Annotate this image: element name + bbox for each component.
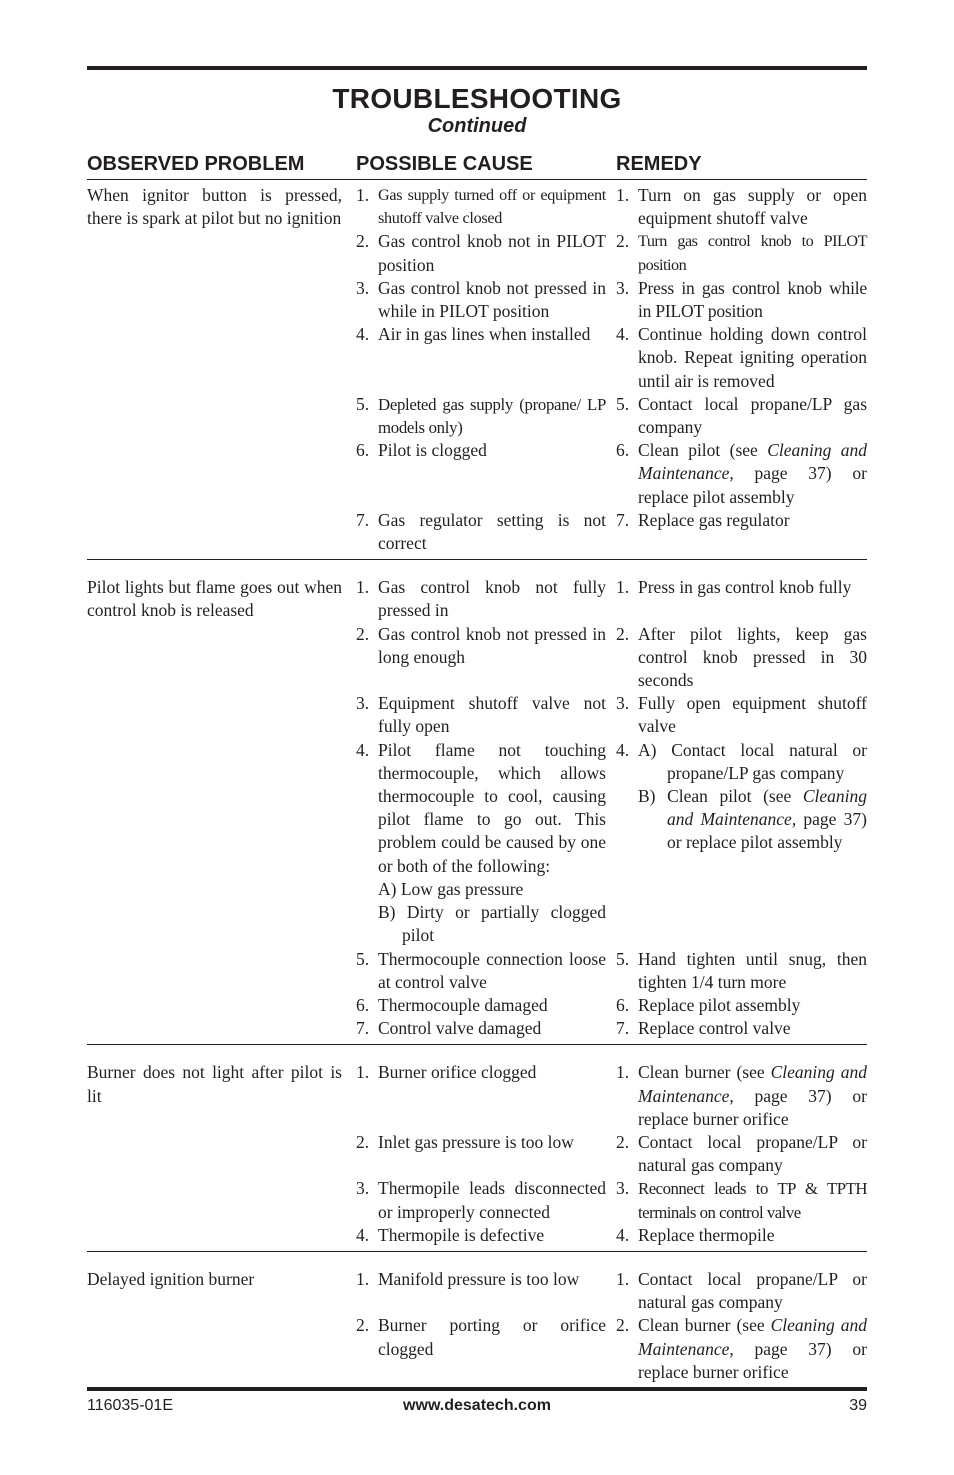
cause-text: Manifold pressure is too low (378, 1268, 580, 1289)
cause-text: Burner porting or orifice clogged (378, 1315, 606, 1359)
cause-text: Gas control knob not pressed in while in PILOT position (378, 277, 606, 322)
cause-text: Thermocouple damaged (378, 994, 548, 1015)
remedy-number: 2. (616, 1131, 630, 1152)
table-row (87, 994, 867, 1017)
cause-number: 3. (356, 277, 370, 298)
remedy-text: Replace thermopile (638, 1224, 775, 1245)
observed-problem: When ignitor button is pressed, there is spark at pilot but no ignition (87, 185, 342, 229)
table-row (87, 739, 867, 948)
remedy-number: 3. (616, 1178, 630, 1199)
cause-text: Burner orifice clogged (378, 1062, 537, 1083)
remedy-text: Clean burner (see Cleaning and Maintenance, page 37) or replace burner orifice (638, 1315, 867, 1382)
remedy-number: 6. (616, 440, 630, 461)
cause-text: Thermopile leads disconnected or improperly connected (378, 1178, 606, 1222)
cause-text: Control valve damaged (378, 1018, 542, 1039)
cause-text: Depleted gas supply (propane/ LP models only) (378, 394, 606, 438)
website-link[interactable]: www.desatech.com (403, 1397, 551, 1414)
table-row (87, 1131, 867, 1177)
troubleshooting-section (87, 1045, 867, 1252)
cause-number: 2. (356, 1315, 370, 1336)
observed-problem: Pilot lights but flame goes out when control knob is released (87, 577, 342, 621)
cause-number: 2. (356, 231, 370, 252)
remedy-number: 2. (616, 623, 630, 644)
page-title: TROUBLESHOOTING (332, 83, 622, 114)
page-subtitle: Continued (427, 115, 527, 137)
document-number: 116035-01E (87, 1397, 173, 1414)
cause-number: 2. (356, 1131, 370, 1152)
remedy-number: 1. (616, 577, 630, 598)
remedy-sub-a: A) Contact local natural or propane/LP gas company (638, 739, 867, 783)
cause-text: Inlet gas pressure is too low (378, 1131, 574, 1152)
remedy-text: After pilot lights, keep gas control knob pressed in 30 seconds (638, 623, 867, 691)
table-row (87, 277, 867, 323)
cause-number: 5. (356, 948, 370, 969)
table-row (87, 393, 867, 439)
troubleshooting-section (87, 560, 867, 1045)
remedy-number: 4. (616, 739, 630, 760)
table-row (87, 439, 867, 509)
remedy-text: Continue holding down control knob. Repeat igniting operation until air is removed (638, 324, 867, 391)
observed-problem: Burner does not light after pilot is lit (87, 1062, 342, 1106)
column-header-problem: OBSERVED PROBLEM (87, 153, 305, 175)
remedy-text: Fully open equipment shutoff valve (638, 693, 867, 737)
remedy-text: Reconnect leads to TP & TPTH terminals on control valve (638, 1179, 867, 1222)
observed-problem: Delayed ignition burner (87, 1268, 255, 1289)
remedy-number: 1. (616, 1268, 630, 1289)
remedy-text: Replace gas regulator (638, 509, 790, 530)
table-row (87, 1061, 867, 1131)
remedy-text: Press in gas control knob while in PILOT position (638, 277, 867, 322)
table-row (87, 1268, 867, 1314)
cause-number: 1. (356, 577, 370, 598)
cause-number: 1. (356, 1062, 370, 1083)
remedy-number: 3. (616, 277, 630, 298)
table-row (87, 1224, 867, 1247)
cause-text: Pilot is clogged (378, 440, 487, 461)
cause-text: Gas control knob not in PILOT position (378, 231, 606, 275)
possible-cause (356, 184, 616, 230)
footer-rule (87, 1387, 867, 1391)
cause-sub-a: A) Low gas pressure (378, 878, 524, 899)
table-row (87, 576, 867, 622)
cause-text: Gas supply turned off or equipment shutoff valve closed (378, 186, 606, 228)
remedy-number: 4. (616, 324, 630, 345)
table-row (87, 1177, 867, 1223)
cause-text: Equipment shutoff valve not fully open (378, 693, 606, 737)
remedy-text: Replace control valve (638, 1018, 791, 1039)
cause-number: 7. (356, 509, 370, 530)
table-row (87, 692, 867, 738)
troubleshooting-page (87, 66, 867, 1388)
remedy-text: Clean burner (see Cleaning and Maintenance, page 37) or replace burner orifice (638, 1062, 867, 1129)
cause-number: 7. (356, 1018, 370, 1039)
cause-number: 4. (356, 324, 370, 345)
cause-text: Gas control knob not fully pressed in (378, 577, 606, 621)
cause-number: 5. (356, 393, 370, 414)
remedy-text: Contact local propane/LP or natural gas company (638, 1131, 867, 1176)
cause-text: Air in gas lines when installed (378, 324, 591, 345)
remedy-number: 5. (616, 393, 630, 414)
remedy-text: Turn gas control knob to PILOT position (638, 232, 867, 274)
table-row (87, 1017, 867, 1040)
column-headers (87, 152, 867, 180)
cause-text: Gas regulator setting is not correct (378, 509, 606, 554)
cause-text: Pilot flame not touching thermocouple, which allows thermocouple to cool, causing pilot flame to go out. This problem could be caused by one or both of the following: (378, 739, 606, 876)
cause-number: 3. (356, 1178, 370, 1199)
cause-text: Thermocouple connection loose at control valve (378, 948, 606, 992)
remedy-text: Hand tighten until snug, then tighten 1/4 turn more (638, 948, 867, 992)
cause-text: Gas control knob not pressed in long enough (378, 623, 606, 667)
top-rule (87, 66, 867, 70)
remedy-number: 3. (616, 693, 630, 714)
remedy-number: 1. (616, 185, 630, 205)
table-row (87, 948, 867, 994)
cause-number: 2. (356, 623, 370, 644)
troubleshooting-section (87, 180, 867, 560)
remedy-text: Turn on gas supply or open equipment shutoff valve (638, 185, 867, 229)
cause-number: 4. (356, 1224, 370, 1245)
table-row (87, 1314, 867, 1384)
cause-number: 6. (356, 994, 370, 1015)
remedy-text: Clean pilot (see Cleaning and Maintenance, page 37) or replace pilot assembly (638, 440, 867, 507)
page-number: 39 (849, 1397, 867, 1414)
remedy-number: 7. (616, 1018, 630, 1039)
troubleshooting-section (87, 1252, 867, 1388)
cause-number: 3. (356, 693, 370, 714)
remedy-text: Replace pilot assembly (638, 994, 801, 1015)
remedy-number: 6. (616, 994, 630, 1015)
cause-number: 1. (356, 1268, 370, 1289)
cause-text: Thermopile is defective (378, 1224, 545, 1245)
table-row (87, 230, 867, 276)
remedy-number: 4. (616, 1224, 630, 1245)
remedy-text: Contact local propane/LP or natural gas company (638, 1268, 867, 1313)
column-header-cause: POSSIBLE CAUSE (356, 153, 533, 175)
column-header-remedy: REMEDY (616, 153, 702, 175)
table-row (87, 323, 867, 393)
remedy-number: 7. (616, 509, 630, 530)
table-row (87, 509, 867, 555)
remedy (616, 184, 867, 230)
remedy-number: 2. (616, 1315, 630, 1336)
remedy-number: 2. (616, 231, 630, 252)
cause-number: 6. (356, 440, 370, 461)
remedy-number: 1. (616, 1062, 630, 1083)
remedy-text: Press in gas control knob fully (638, 577, 852, 598)
cause-number: 1. (356, 185, 370, 205)
remedy-sub-b: B) Clean pilot (see Cleaning and Maintenance, page 37) or replace pilot assembly (638, 786, 867, 853)
remedy-number: 5. (616, 948, 630, 969)
cause-sub-b: B) Dirty or partially clogged pilot (378, 902, 606, 946)
cause-number: 4. (356, 739, 370, 760)
table-row (87, 184, 867, 230)
table-row (87, 623, 867, 693)
remedy-text: Contact local propane/LP gas company (638, 393, 867, 438)
